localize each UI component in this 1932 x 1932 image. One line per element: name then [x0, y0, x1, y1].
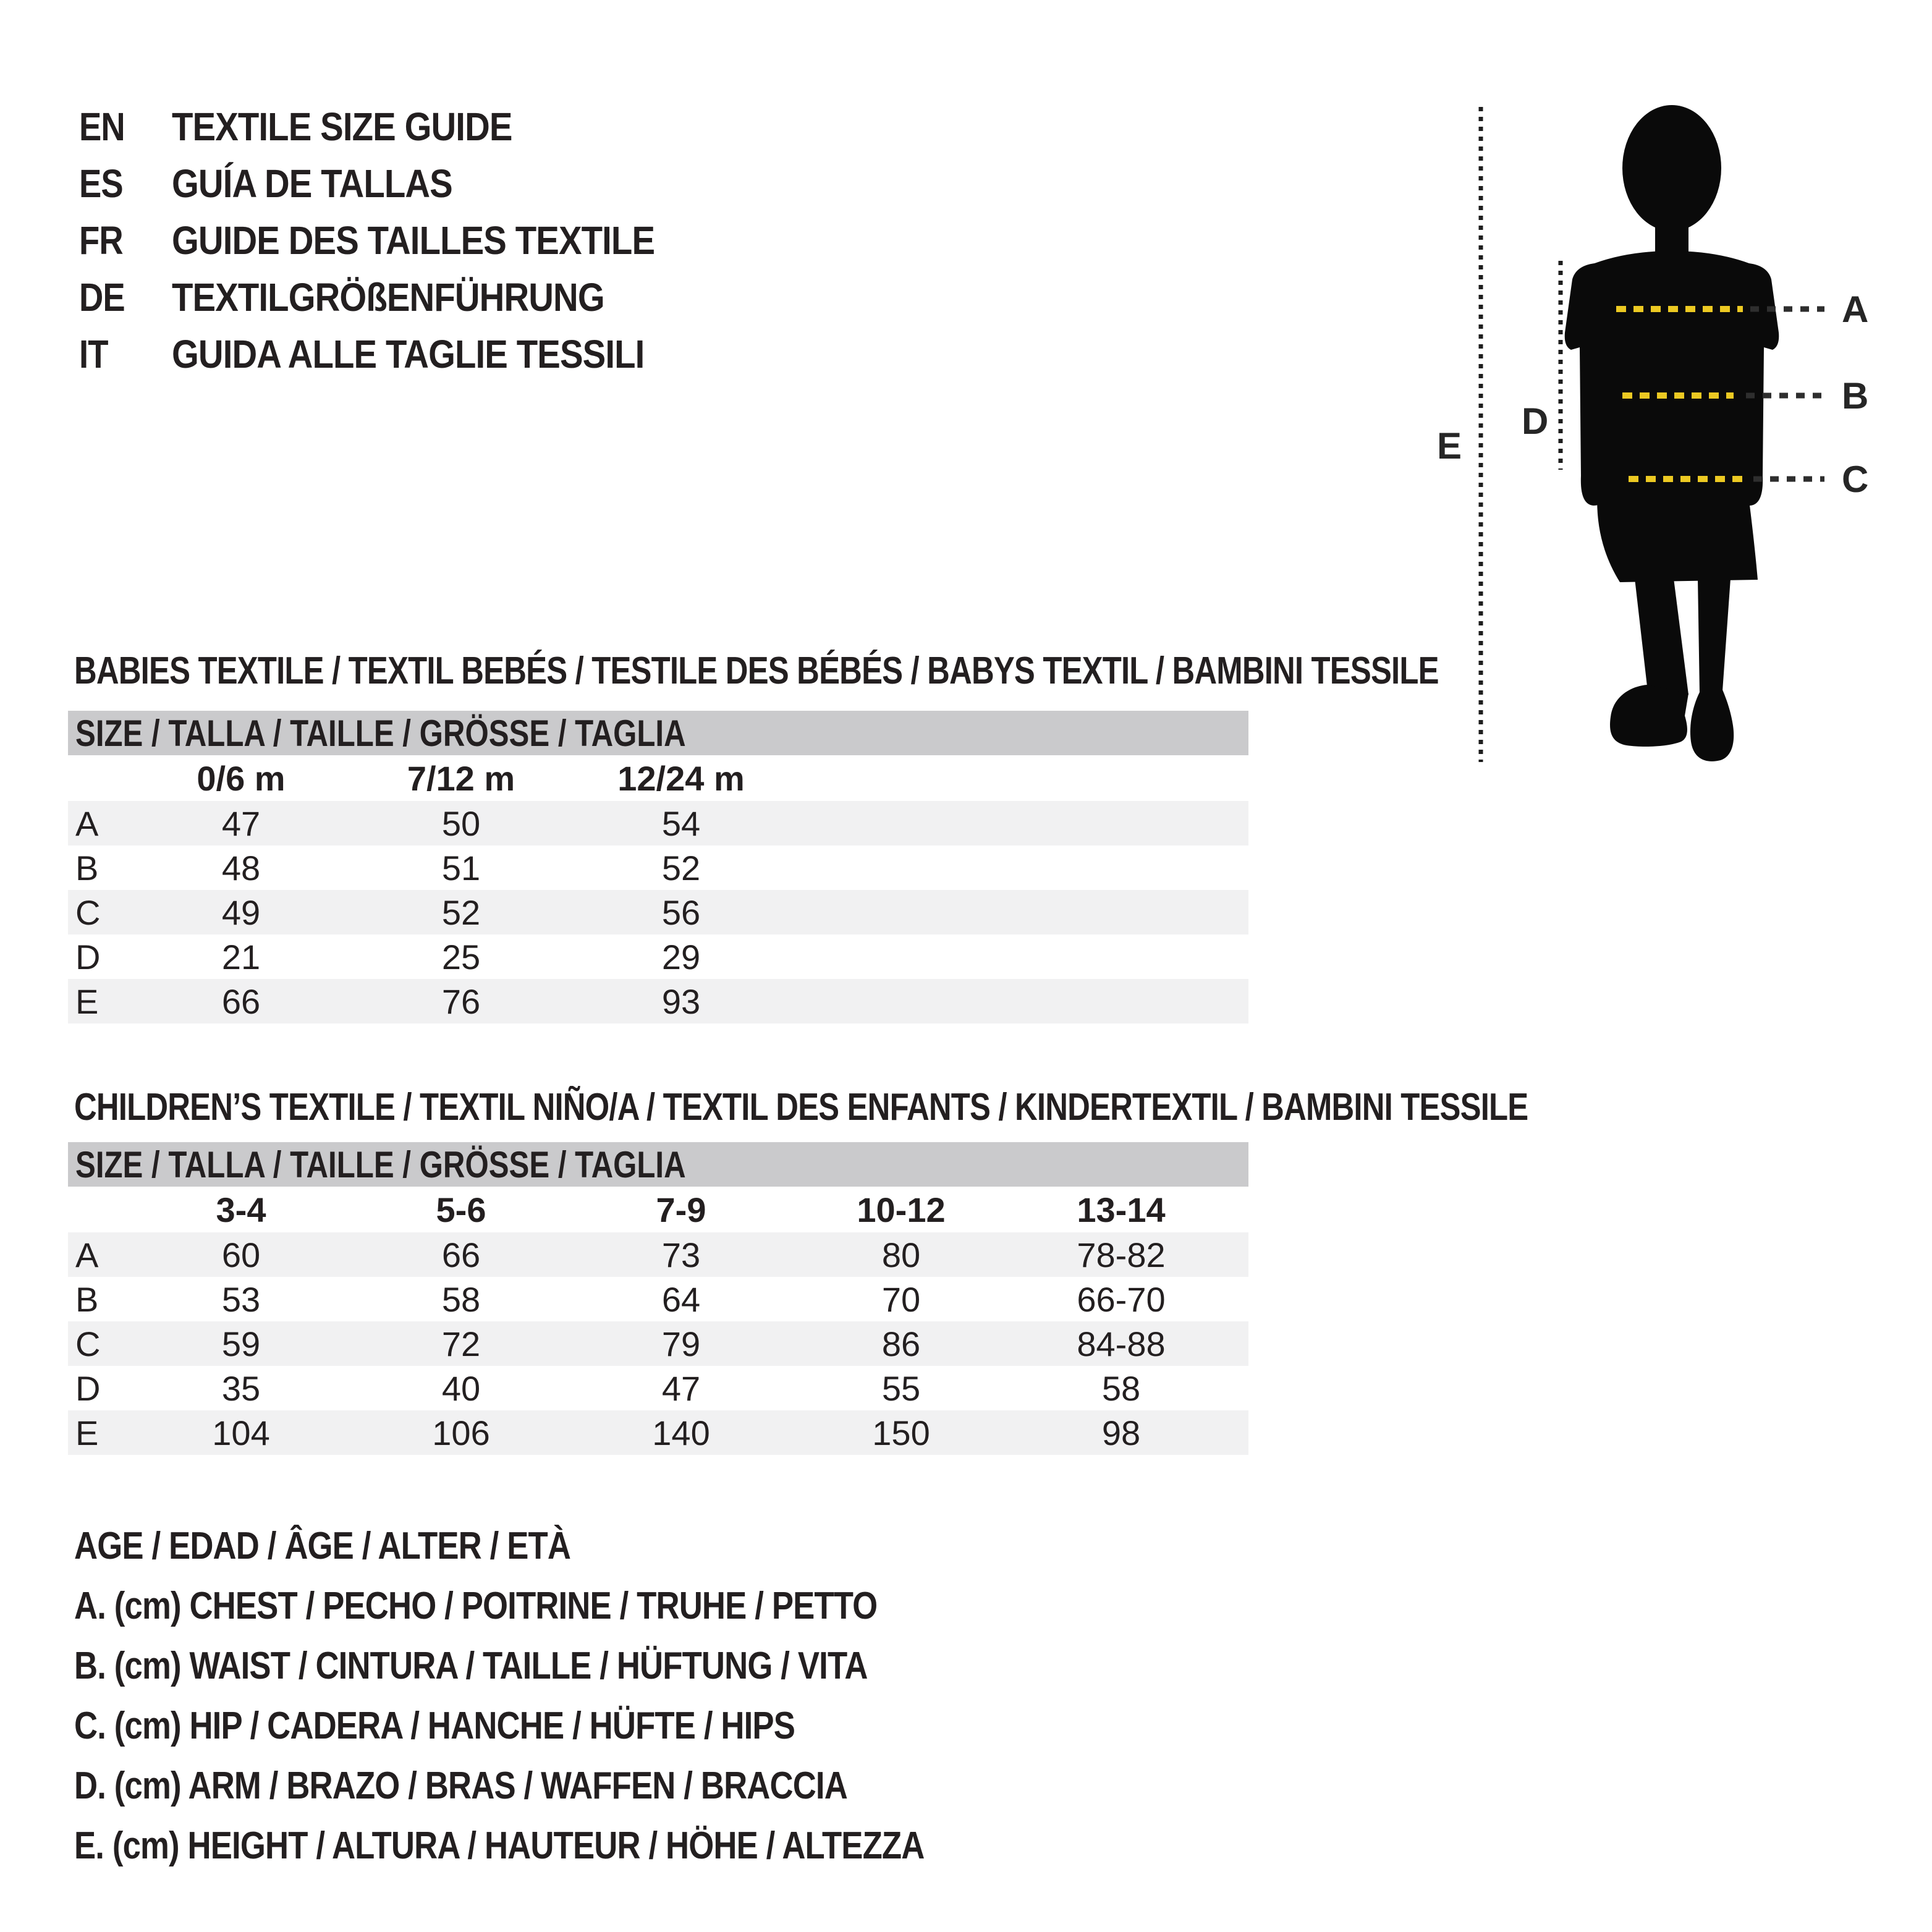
- table-row: [68, 801, 1248, 845]
- size-cell: 52: [441, 892, 481, 932]
- children-size-table: [68, 1142, 1248, 1455]
- size-cell: 51: [441, 848, 481, 888]
- size-cell: 58: [1101, 1368, 1141, 1408]
- size-header-bar: [68, 1142, 1248, 1187]
- table-row: [68, 845, 1248, 890]
- language-code: IT: [79, 332, 108, 376]
- size-cell: 78-82: [1077, 1235, 1166, 1274]
- size-cell: 93: [661, 981, 701, 1021]
- size-cell: 66: [221, 981, 261, 1021]
- size-header-label: SIZE / TALLA / TAILLE / GRÖSSE / TAGLIA: [75, 1143, 686, 1185]
- size-cell: 66-70: [1077, 1279, 1166, 1319]
- language-row: [79, 331, 721, 388]
- size-cell: 29: [661, 937, 701, 977]
- row-label: E: [75, 981, 99, 1021]
- size-cell: 56: [661, 892, 701, 932]
- size-header-bar: [68, 711, 1248, 755]
- babies-size-table: [68, 711, 1248, 1023]
- language-code: EN: [79, 104, 125, 149]
- size-cell: 21: [221, 937, 261, 977]
- legend-height: E. (cm) HEIGHT / ALTURA / HAUTEUR / HÖHE / ALTEZZA: [74, 1824, 925, 1867]
- column-header: 12/24 m: [617, 758, 745, 798]
- size-cell: 84-88: [1077, 1324, 1166, 1363]
- column-header: 7/12 m: [407, 758, 515, 798]
- size-cell: 52: [661, 848, 701, 888]
- size-cell: 54: [661, 803, 701, 843]
- table-row: [68, 1366, 1248, 1410]
- language-row: [79, 161, 721, 218]
- guide-title: GUIDA ALLE TAGLIE TESSILI: [172, 332, 645, 376]
- size-cell: 106: [432, 1413, 490, 1452]
- legend-chest: A. (cm) CHEST / PECHO / POITRINE / TRUHE / PETTO: [74, 1585, 878, 1627]
- size-cell: 64: [661, 1279, 701, 1319]
- size-cell: 60: [221, 1235, 261, 1274]
- hip-label: C: [1842, 459, 1869, 500]
- language-row: [79, 218, 721, 274]
- size-cell: 47: [661, 1368, 701, 1408]
- size-cell: 25: [441, 937, 481, 977]
- guide-title: GUIDE DES TAILLES TEXTILE: [172, 218, 655, 263]
- row-label: C: [75, 892, 101, 932]
- column-header: 0/6 m: [197, 758, 286, 798]
- size-cell: 79: [661, 1324, 701, 1363]
- table-row: [68, 1410, 1248, 1455]
- row-label: C: [75, 1324, 101, 1363]
- guide-title: TEXTILE SIZE GUIDE: [172, 104, 512, 149]
- table-row: [68, 1277, 1248, 1321]
- language-row: [79, 104, 721, 161]
- column-header: 13-14: [1077, 1190, 1166, 1229]
- size-cell: 73: [661, 1235, 701, 1274]
- table-row: [68, 979, 1248, 1023]
- size-cell: 72: [441, 1324, 481, 1363]
- size-cell: 48: [221, 848, 261, 888]
- size-header-label: SIZE / TALLA / TAILLE / GRÖSSE / TAGLIA: [75, 712, 686, 754]
- row-label: A: [75, 803, 99, 843]
- children-section-title: CHILDREN’S TEXTILE / TEXTIL NIÑO/A / TEXTIL DES ENFANTS / KINDERTEXTIL / BAMBINI TESSILE: [74, 1086, 1528, 1129]
- babies-section-title: BABIES TEXTILE / TEXTIL BEBÉS / TESTILE DES BÉBÉS / BABYS TEXTIL / BAMBINI TESSILE: [74, 650, 1439, 692]
- legend-age: AGE / EDAD / ÂGE / ALTER / ETÀ: [74, 1525, 571, 1567]
- legend-hip: C. (cm) HIP / CADERA / HANCHE / HÜFTE / HIPS: [74, 1705, 795, 1747]
- table-row: [68, 890, 1248, 934]
- row-label: A: [75, 1235, 99, 1274]
- waist-label: B: [1842, 375, 1869, 417]
- row-label: B: [75, 1279, 99, 1319]
- column-header-row: [68, 755, 1248, 801]
- size-cell: 76: [441, 981, 481, 1021]
- column-header: 3-4: [216, 1190, 266, 1229]
- legend-waist: B. (cm) WAIST / CINTURA / TAILLE / HÜFTUNG / VITA: [74, 1645, 868, 1687]
- size-cell: 55: [881, 1368, 921, 1408]
- size-cell: 150: [872, 1413, 930, 1452]
- language-row: [79, 274, 721, 331]
- row-label: D: [75, 1368, 101, 1408]
- measurement-legend: [74, 1524, 1074, 1884]
- size-cell: 58: [441, 1279, 481, 1319]
- size-cell: 50: [441, 803, 481, 843]
- row-label: D: [75, 937, 101, 977]
- language-code: FR: [79, 218, 123, 263]
- size-cell: 140: [652, 1413, 710, 1452]
- column-header: 7-9: [656, 1190, 706, 1229]
- size-cell: 98: [1101, 1413, 1141, 1452]
- table-row: [68, 934, 1248, 979]
- size-cell: 47: [221, 803, 261, 843]
- row-label: B: [75, 848, 99, 888]
- size-cell: 80: [881, 1235, 921, 1274]
- language-code: ES: [79, 161, 123, 206]
- height-label: E: [1437, 425, 1462, 467]
- size-cell: 35: [221, 1368, 261, 1408]
- size-cell: 59: [221, 1324, 261, 1363]
- size-cell: 53: [221, 1279, 261, 1319]
- language-code: DE: [79, 275, 125, 320]
- size-cell: 70: [881, 1279, 921, 1319]
- column-header-row: [68, 1187, 1248, 1232]
- column-header: 10-12: [857, 1190, 946, 1229]
- size-cell: 49: [221, 892, 261, 932]
- arm-label: D: [1522, 400, 1549, 442]
- size-cell: 40: [441, 1368, 481, 1408]
- guide-title: GUÍA DE TALLAS: [172, 161, 452, 206]
- legend-arm: D. (cm) ARM / BRAZO / BRAS / WAFFEN / BRACCIA: [74, 1765, 847, 1807]
- chest-label: A: [1842, 289, 1869, 330]
- table-row: [68, 1321, 1248, 1366]
- size-cell: 104: [212, 1413, 270, 1452]
- column-header: 5-6: [436, 1190, 486, 1229]
- size-cell: 86: [881, 1324, 921, 1363]
- guide-title: TEXTILGRÖßENFÜHRUNG: [172, 275, 604, 320]
- size-cell: 66: [441, 1235, 481, 1274]
- table-row: [68, 1232, 1248, 1277]
- row-label: E: [75, 1413, 99, 1452]
- language-header: [79, 104, 721, 388]
